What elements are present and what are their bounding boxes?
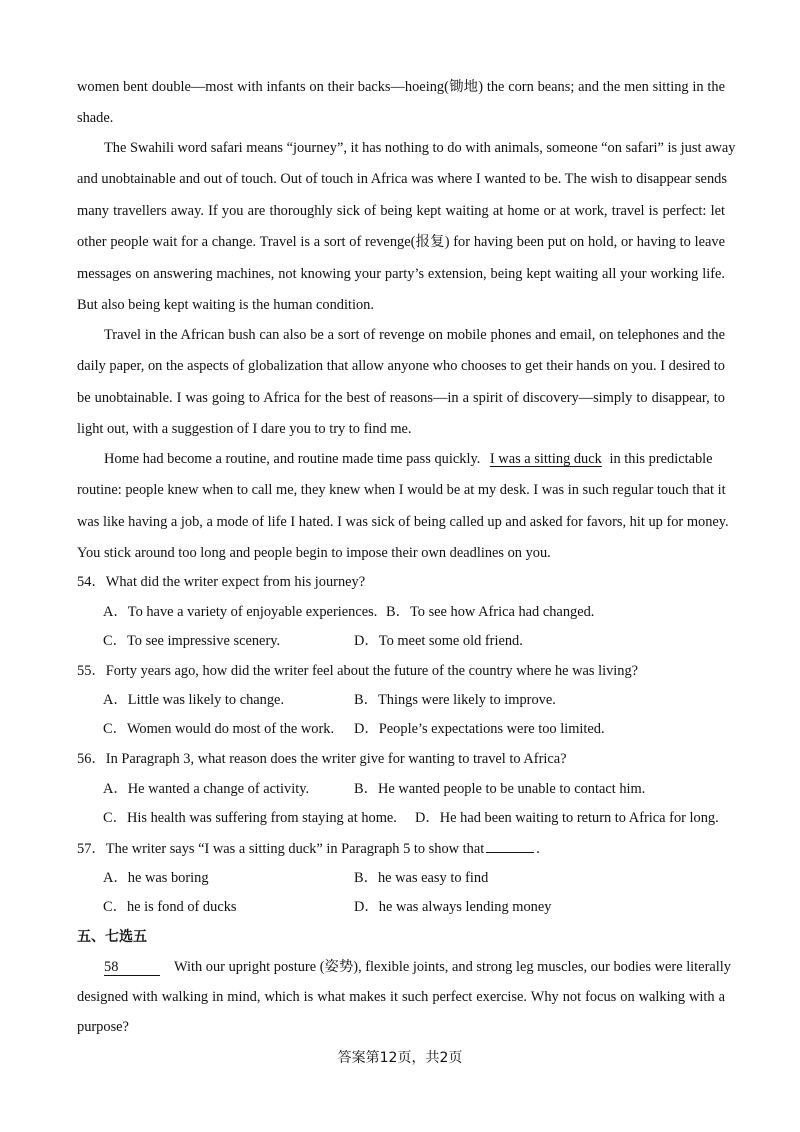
passage-line: purpose? [77, 1019, 129, 1035]
answer-option[interactable]: A．he was boring [103, 870, 209, 886]
p5-start-text: Home had become a routine, and routine made time pass quickly. [104, 451, 481, 467]
answer-option[interactable]: B．He wanted people to be unable to contact him. [354, 781, 646, 797]
answer-option[interactable]: A．He wanted a change of activity. [103, 781, 310, 797]
numbered-blank[interactable]: 58 [104, 959, 160, 976]
passage-line: Travel in the African bush can also be a sort of revenge on mobile phones and email, on telephones and the [104, 327, 725, 343]
answer-option[interactable]: D．People’s expectations were too limited. [354, 721, 605, 737]
answer-option[interactable]: A．To have a variety of enjoyable experiences. [103, 604, 378, 620]
answer-option[interactable]: B．he was easy to find [354, 870, 489, 886]
question-stem [77, 838, 725, 859]
answer-option[interactable]: D．he was always lending money [354, 899, 552, 915]
answer-option[interactable]: C．he is fond of ducks [103, 899, 237, 915]
answer-option[interactable]: B．To see how Africa had changed. [386, 604, 595, 620]
section5-text: With our upright posture (姿势), flexible joints, and strong leg muscles, our bodies were literally [174, 959, 731, 975]
passage-line: designed with walking in mind, which is what makes it such perfect exercise. Why not focus on walking with a [77, 989, 725, 1005]
passage-line [104, 957, 731, 977]
passage-line [104, 449, 725, 469]
question-stem-end: . [536, 841, 540, 857]
passage-line: light out, with a suggestion of I dare you to try to find me. [77, 421, 412, 437]
underlined-phrase: I was a sitting duck [489, 451, 602, 467]
passage-line: The Swahili word safari means “journey”, it has nothing to do with animals, someone “on safari” is just away [104, 140, 736, 156]
page-footer: 答案第12页，共2页 [337, 1050, 463, 1066]
section-heading: 五、七选五 [77, 929, 147, 945]
answer-option[interactable]: B．Things were likely to improve. [354, 692, 556, 708]
passage-line: But also being kept waiting is the human condition. [77, 297, 374, 313]
answer-option[interactable]: D．He had been waiting to return to Africa for long. [415, 810, 719, 826]
passage-line: be unobtainable. I was going to Africa for the best of reasons—in a spirit of discovery—simply to disappear, to [77, 390, 725, 406]
passage-line: shade. [77, 110, 114, 126]
passage-line: and unobtainable and out of touch. Out of touch in Africa was where I wanted to be. The wish to disappear sends [77, 171, 727, 187]
question-stem: 54．What did the writer expect from his journey? [77, 574, 366, 590]
passage-line: messages on answering machines, not knowing your party’s extension, being kept waiting all your working life. [77, 266, 725, 282]
answer-option[interactable]: C．To see impressive scenery. [103, 633, 281, 649]
answer-option[interactable]: C．Women would do most of the work. [103, 721, 335, 737]
passage-line: daily paper, on the aspects of globalization that allow anyone who chooses to get their hands on you. I desired to [77, 358, 725, 374]
answer-blank[interactable] [486, 838, 534, 853]
answer-option[interactable]: D．To meet some old friend. [354, 633, 523, 649]
question-stem: 55．Forty years ago, how did the writer feel about the future of the country where he was living? [77, 663, 639, 679]
passage-line: You stick around too long and people begin to impose their own deadlines on you. [77, 545, 551, 561]
question-stem: 56．In Paragraph 3, what reason does the writer give for wanting to travel to Africa? [77, 751, 567, 767]
p5-rest-text: in this predictable [609, 451, 713, 467]
passage-line: routine: people knew when to call me, they knew when I would be at my desk. I was in such regular touch that it [77, 482, 726, 498]
answer-option[interactable]: A．Little was likely to change. [103, 692, 285, 708]
passage-line: many travellers away. If you are thoroughly sick of being kept waiting at home or at work, travel is perfect: let [77, 203, 725, 219]
question-stem-text: 57．The writer says “I was a sitting duck” in Paragraph 5 to show that [77, 841, 485, 857]
passage-line: women bent double—most with infants on their backs—hoeing(锄地) the corn beans; and the men sitting in the [77, 79, 725, 95]
passage-line: other people wait for a change. Travel is a sort of revenge(报复) for having been put on hold, or having to leave [77, 234, 725, 250]
answer-option[interactable]: C．His health was suffering from staying at home. [103, 810, 397, 826]
passage-line: was like having a job, a mode of life I hated. I was sick of being called up and asked for favors, hit up for money. [77, 514, 729, 530]
